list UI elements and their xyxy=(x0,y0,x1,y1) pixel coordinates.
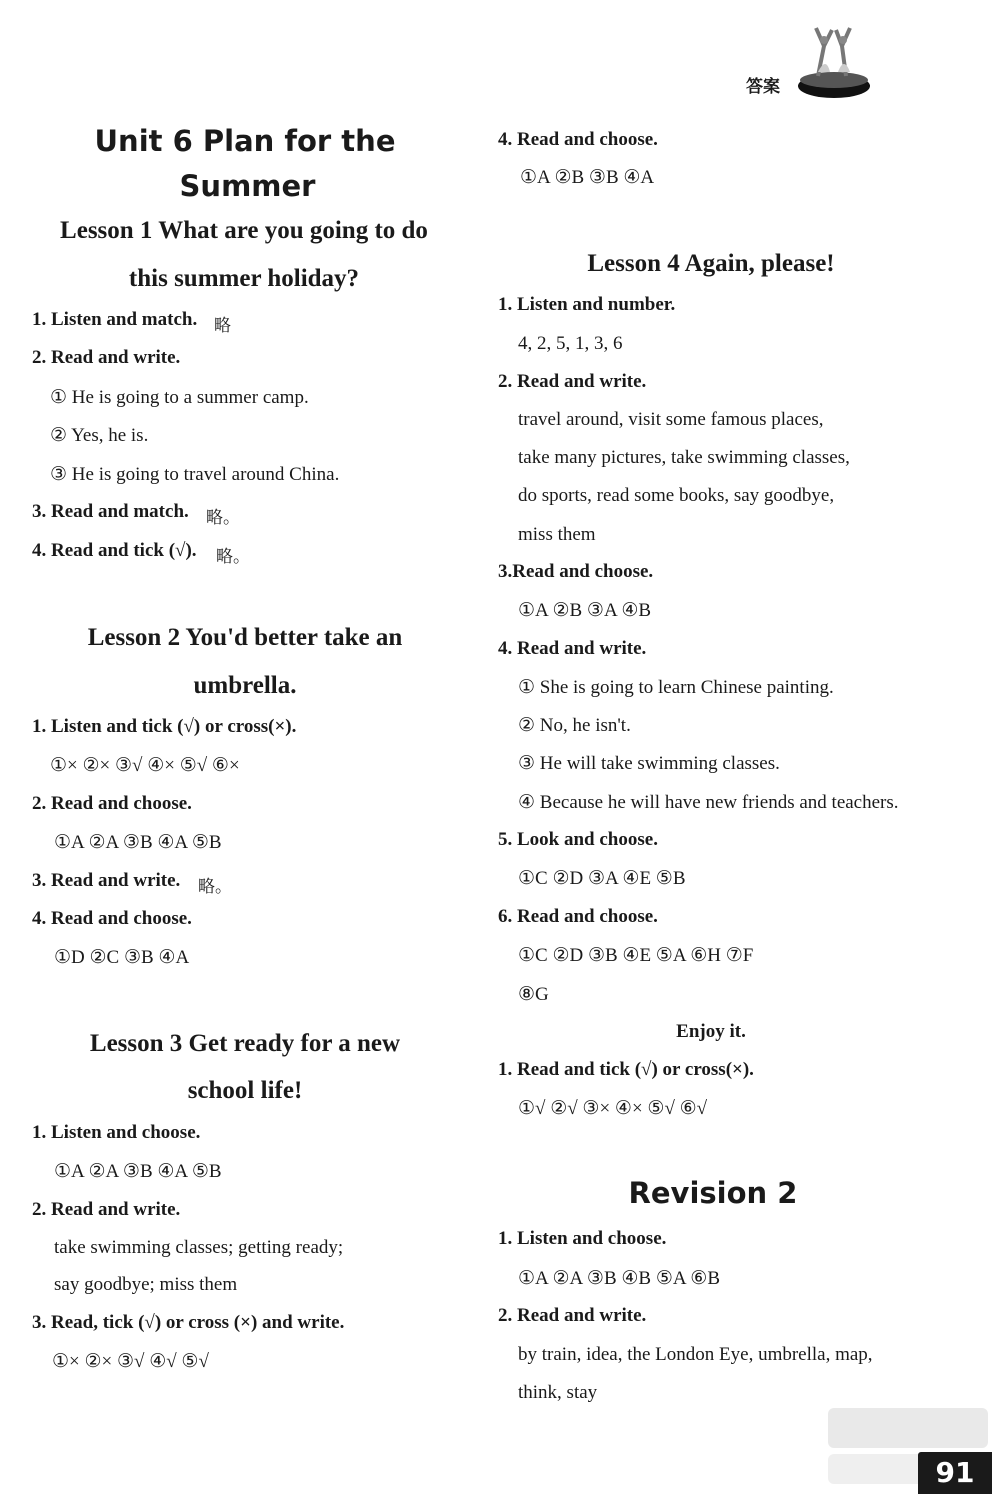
page-number: 91 xyxy=(918,1452,992,1494)
l1-exercise-4-heading: 4. Read and tick (√). xyxy=(32,540,197,561)
l2-exercise-3-heading: 3. Read and write. xyxy=(32,870,181,891)
l1-exercise-2-heading: 2. Read and write. xyxy=(32,347,181,368)
l2-exercise-2-heading: 2. Read and choose. xyxy=(32,793,192,814)
l2-exercise-3-note: 略。 xyxy=(198,877,232,897)
lesson-3-title-line-1: Lesson 3 Get ready for a new xyxy=(89,1030,401,1057)
l4-exercise-2-answer-3: do sports, read some books, say goodbye, xyxy=(518,485,835,506)
l4-exercise-1-answers: 4, 2, 5, 1, 3, 6 xyxy=(518,333,623,354)
l4-exercise-4-answer-4: ④ Because he will have new friends and teachers. xyxy=(518,792,899,813)
l4-exercise-5-heading: 5. Look and choose. xyxy=(498,829,658,850)
revision-exercise-2-answer-1: by train, idea, the London Eye, umbrella, map, xyxy=(518,1344,873,1365)
l1-exercise-1-note: 略 xyxy=(214,316,231,336)
l4-exercise-6-answers-line-1: ①C ②D ③B ④E ⑤A ⑥H ⑦F xyxy=(518,945,754,966)
l4-exercise-2-answer-2: take many pictures, take swimming classes, xyxy=(518,447,850,468)
l2-exercise-1-answers: ①× ②× ③√ ④× ⑤√ ⑥× xyxy=(50,755,240,776)
l4-exercise-2-heading: 2. Read and write. xyxy=(498,371,647,392)
l4-exercise-6-heading: 6. Read and choose. xyxy=(498,906,658,927)
l3-exercise-2-answer-1: take swimming classes; getting ready; xyxy=(54,1237,344,1258)
l4-exercise-4-heading: 4. Read and write. xyxy=(498,638,647,659)
l2-exercise-4-heading: 4. Read and choose. xyxy=(32,908,192,929)
enjoy-exercise-1-heading: 1. Read and tick (√) or cross(×). xyxy=(498,1059,754,1080)
l4-exercise-1-heading: 1. Listen and number. xyxy=(498,294,676,315)
l4-exercise-5-answers: ①C ②D ③A ④E ⑤B xyxy=(518,868,686,889)
l1-exercise-2-answer-3: ③ He is going to travel around China. xyxy=(50,464,340,485)
l3-exercise-2-heading: 2. Read and write. xyxy=(32,1199,181,1220)
l3-exercise-3-heading: 3. Read, tick (√) or cross (×) and write. xyxy=(32,1312,345,1333)
l1-exercise-2-answer-1: ① He is going to a summer camp. xyxy=(50,387,309,408)
l4-exercise-4-answer-2: ② No, he isn't. xyxy=(518,715,631,736)
l1-exercise-1-heading: 1. Listen and match. xyxy=(32,309,198,330)
header-label: 答案 xyxy=(746,77,780,97)
revision-exercise-2-heading: 2. Read and write. xyxy=(498,1305,647,1326)
revision-exercise-1-heading: 1. Listen and choose. xyxy=(498,1228,667,1249)
l4-exercise-2-answer-1: travel around, visit some famous places, xyxy=(518,409,824,430)
lesson-1-title-line-1: Lesson 1 What are you going to do xyxy=(60,217,428,244)
dancers-logo-icon xyxy=(796,16,872,100)
revision-exercise-1-answers: ①A ②A ③B ④B ⑤A ⑥B xyxy=(518,1268,720,1289)
lesson-2-title-line-1: Lesson 2 You'd better take an xyxy=(87,624,403,651)
l3-exercise-4-answers: ①A ②B ③B ④A xyxy=(520,167,655,188)
lesson-4-title: Lesson 4 Again, please! xyxy=(587,250,835,277)
l3-exercise-4-heading: 4. Read and choose. xyxy=(498,129,658,150)
l3-exercise-2-answer-2: say goodbye; miss them xyxy=(54,1274,238,1295)
unit-title-line-1: Unit 6 Plan for the xyxy=(94,124,396,158)
lesson-1-title-line-2: this summer holiday? xyxy=(128,265,360,292)
l4-exercise-4-answer-3: ③ He will take swimming classes. xyxy=(518,753,780,774)
l2-exercise-4-answers: ①D ②C ③B ④A xyxy=(54,947,190,968)
l3-exercise-1-heading: 1. Listen and choose. xyxy=(32,1122,201,1143)
revision-exercise-2-answer-2: think, stay xyxy=(518,1382,598,1403)
l3-exercise-1-answers: ①A ②A ③B ④A ⑤B xyxy=(54,1161,222,1182)
l4-exercise-3-heading: 3.Read and choose. xyxy=(498,561,654,582)
l1-exercise-2-answer-2: ② Yes, he is. xyxy=(50,425,149,446)
l1-exercise-3-note: 略。 xyxy=(206,508,240,528)
revision-2-title: Revision 2 xyxy=(628,1176,798,1210)
enjoy-it-title: Enjoy it. xyxy=(676,1021,746,1042)
l1-exercise-4-note: 略。 xyxy=(216,547,250,567)
lesson-2-title-line-2: umbrella. xyxy=(193,672,297,699)
l4-exercise-2-answer-4: miss them xyxy=(518,524,596,545)
l4-exercise-6-answers-line-2: ⑧G xyxy=(518,984,549,1005)
lesson-3-title-line-2: school life! xyxy=(187,1077,303,1104)
l1-exercise-3-heading: 3. Read and match. xyxy=(32,501,189,522)
l4-exercise-3-answers: ①A ②B ③A ④B xyxy=(518,600,652,621)
l4-exercise-4-answer-1: ① She is going to learn Chinese painting. xyxy=(518,677,834,698)
unit-title-line-2: Summer xyxy=(179,169,316,203)
l3-exercise-3-answers: ①× ②× ③√ ④√ ⑤√ xyxy=(52,1351,209,1372)
enjoy-exercise-1-answers: ①√ ②√ ③× ④× ⑤√ ⑥√ xyxy=(518,1098,708,1119)
l2-exercise-1-heading: 1. Listen and tick (√) or cross(×). xyxy=(32,716,297,737)
l2-exercise-2-answers: ①A ②A ③B ④A ⑤B xyxy=(54,832,222,853)
